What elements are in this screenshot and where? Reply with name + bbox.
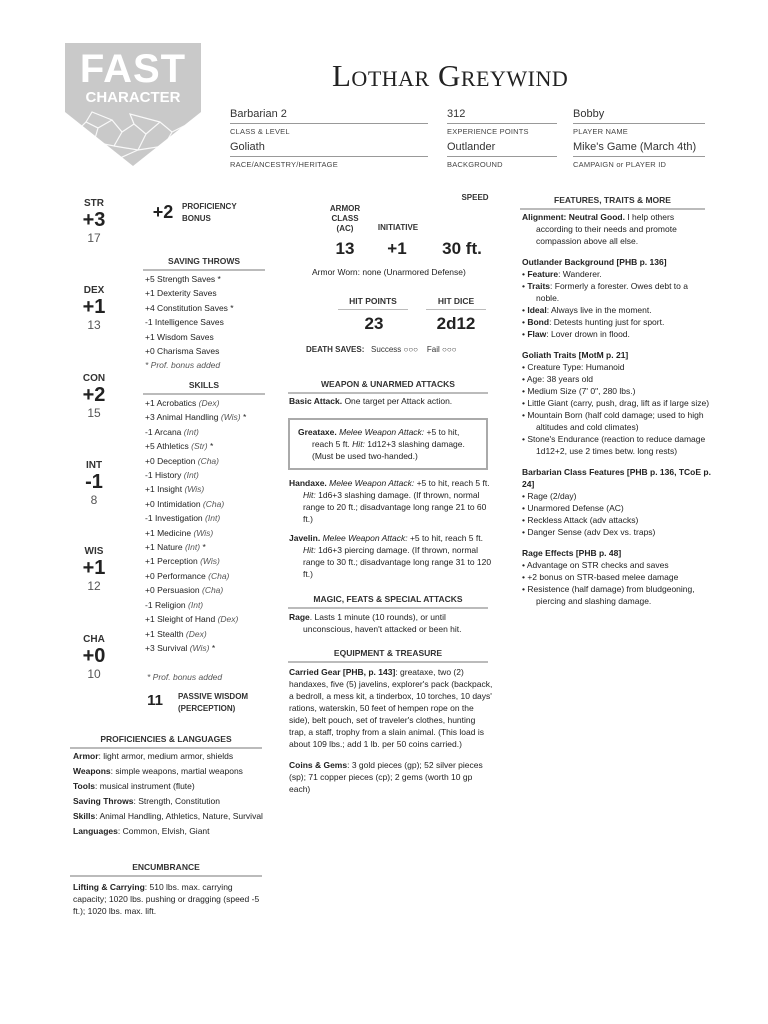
skill-item [145,439,275,453]
skill-item [145,511,275,525]
initiative-value: +1 [387,239,407,258]
passive-wisdom-value: 11 [147,692,163,709]
saving-throws-note: * Prof. bonus added [145,360,221,371]
hit-dice-value: 2d12 [436,314,476,333]
ability-score: 17 [87,231,101,245]
skill-name: History [154,470,182,481]
proficiency-item [73,765,268,777]
greataxe-attack [288,418,488,470]
skill-ability: (Dex) [185,628,207,639]
background-key: Traits [527,281,551,291]
encumbrance-value: : 510 lbs. max. carrying capacity; 1020 lbs. pushing or dragging (speed -5 ft.); 1020 lbs. max. lift. [73,882,260,916]
goliath-trait: • Little Giant (carry, push, drag, lift as if large size) [522,398,710,408]
saving-throw-item: -1 Intelligence Saves [145,317,224,328]
proficiency-item [73,810,268,822]
skill-mod: +3 [145,412,155,423]
barbarian-feature-text: Unarmored Defense (AC) [527,503,624,513]
skill-ability: (Cha) [208,570,230,581]
goliath-trait-text: Stone's Endurance (reaction to reduce damage 1d12+2, use 2 times betw. long rests) [527,434,706,456]
skill-mod: -1 [145,599,153,610]
skill-name: Nature [157,542,183,553]
background-value: : Lover drown in flood. [546,329,630,339]
skill-mod: +1 [145,542,155,553]
saving-throws-header: SAVING THROWS [143,256,265,271]
skill-mod: +1 [145,527,155,538]
javelin-text1: +5 to hit, reach 5 ft. [407,533,483,543]
skill-ability: (Wis) [200,556,220,567]
skill-name: Perception [157,556,198,567]
attacks-header: WEAPON & UNARMED ATTACKS [288,379,488,394]
proficiency-label-2: BONUS [182,214,211,223]
barbarian-feature: • Danger Sense (adv Dex vs. traps) [522,527,656,537]
skill-mod: +3 [145,642,155,653]
skill-name: Insight [157,484,183,495]
skill-ability: (Int) [188,599,204,610]
background-field [447,141,557,169]
ac-label-line: (AC) [336,224,354,233]
encumbrance-header: ENCUMBRANCE [70,862,262,877]
ability-dex [68,285,120,332]
proficiency-key: Weapons [73,766,111,776]
skill-name: Animal Handling [156,412,219,423]
handaxe-text2: 1d6+3 slashing damage. (If thrown, normal range to 20 ft.; disadvantage long range 21 to 60 ft.) [303,490,487,524]
skill-item [145,410,275,424]
armor-class-label [322,204,368,234]
ability-score: 13 [87,318,101,332]
skill-name: Stealth [157,628,184,639]
rage-effects-list [522,559,712,607]
skills-header: SKILLS [143,380,265,395]
goliath-trait: • Medium Size (7' 0", 280 lbs.) [522,386,636,396]
encumbrance-text [73,881,268,917]
skill-mod: +1 [145,398,155,408]
field-label: EXPERIENCE POINTS [447,127,529,136]
skill-mod: +0 [145,455,155,466]
skill-prof-marker: * [210,441,214,452]
ability-name: STR [84,198,104,209]
initiative-label: INITIATIVE [377,223,419,232]
skill-item [145,598,275,612]
skill-item [145,627,275,641]
skill-item [145,583,275,597]
barbarian-feature: • Rage (2/day) [522,491,577,501]
skill-mod: +0 [145,585,155,596]
ability-mod: -1 [85,471,103,493]
proficiency-value: : Animal Handling, Athletics, Nature, Survival [95,811,263,821]
ability-score: 8 [90,493,98,507]
skill-ability: (Int) [183,426,199,437]
skill-prof-marker: * [211,642,216,653]
passive-label-1: PASSIVE WISDOM [178,692,249,701]
skill-ability: (Int) [184,542,201,553]
goliath-trait: • Creature Type: Humanoid [522,362,625,372]
background-title: Outlander Background [PHB p. 136] [522,257,667,267]
rage-effect-text: Advantage on STR checks and saves [526,560,669,570]
ability-int [68,460,120,507]
ability-mod: +1 [82,296,106,318]
field-value: Outlander [447,141,557,157]
handaxe-hit: Hit: [303,490,316,500]
background-key: Feature [527,269,559,279]
skill-ability: (Cha) [197,455,219,466]
proficiency-item [73,780,268,792]
skill-item [145,482,275,496]
ability-mod: +1 [82,557,106,579]
background-list [522,268,712,340]
ability-score: 10 [87,667,101,681]
skill-mod: +1 [145,628,155,639]
proficiency-item [73,795,268,807]
proficiency-value: : musical instrument (flute) [95,781,195,791]
ability-score: 12 [87,579,101,593]
skill-ability: (Wis) [189,642,210,653]
character-name: Lothar Greywind [332,58,569,93]
ability-cha [68,634,120,681]
goliath-trait-text: Creature Type: Humanoid [527,362,625,372]
campaign-field [573,141,705,169]
skill-mod: -1 [145,470,153,481]
rage-text: . Lasts 1 minute (10 rounds), or until unconscious, haven't attacked or been hit. [303,612,462,634]
background-item: • Traits: Formerly a forester. Owes debt to a noble. [522,281,688,303]
rage-effect: • Advantage on STR checks and saves [522,560,669,570]
barbarian-title: Barbarian Class Features [PHB p. 136, TCoE p. 24] [522,467,711,489]
skill-mod: +5 [145,441,155,452]
skill-mod: +1 [145,614,155,625]
skill-ability: (Dex) [217,614,239,625]
javelin-hit: Hit: [303,545,316,555]
basic-attack [289,395,494,407]
race-field [230,141,428,169]
skill-item [145,396,275,410]
proficiency-key: Saving Throws [73,796,134,806]
field-label: BACKGROUND [447,160,503,169]
proficiency-value: : Strength, Constitution [133,796,220,806]
saving-throws-list [145,272,270,373]
skill-mod: -1 [145,513,153,524]
skill-ability: (Wis) [184,484,205,495]
goliath-trait-text: Age: 38 years old [526,374,594,384]
javelin-attack [289,532,494,580]
skill-mod: +0 [145,570,155,581]
logo-line1: FAST [79,47,187,91]
greataxe-name: Greataxe. [298,427,337,437]
javelin-kind: Melee Weapon Attack: [322,533,408,543]
ability-name: CON [82,373,106,384]
proficiency-key: Skills [73,811,96,821]
features-text [522,211,712,607]
barbarian-feature: • Reckless Attack (adv attacks) [522,515,639,525]
skill-ability: (Int) [205,513,221,524]
field-value: Goliath [230,141,428,157]
skill-name: Deception [157,455,196,466]
skill-name: Religion [154,599,186,610]
javelin-text2: 1d6+3 piercing damage. (If thrown, normal range to 30 ft.; disadvantage long range 31 to 120 ft.) [303,545,492,579]
ability-name: DEX [83,285,105,296]
field-label: RACE/ANCESTRY/HERITAGE [230,160,338,169]
ac-label-line: CLASS [331,214,359,223]
skill-mod: -1 [145,426,153,437]
barbarian-feature: • Unarmored Defense (AC) [522,503,624,513]
background-key: Ideal [527,305,547,315]
rage-effect: • Resistence (half damage) from bludgeoning, piercing and slashing damage. [522,584,695,606]
death-saves-success: Success ○○○ [371,345,418,354]
goliath-list [522,361,712,457]
greataxe-hit: Hit: [352,439,365,449]
rage-effect: • +2 bonus on STR-based melee damage [522,572,679,582]
background-key: Bond [527,317,550,327]
magic-header: MAGIC, FEATS & SPECIAL ATTACKS [288,594,488,609]
goliath-trait-text: Little Giant (carry, push, drag, lift as if large size) [527,398,710,408]
death-saves [306,345,457,354]
skill-item [145,526,275,540]
rage-name: Rage [289,612,310,622]
barbarian-feature-text: Danger Sense (adv Dex vs. traps) [527,527,656,537]
goliath-trait: • Stone's Endurance (reaction to reduce damage 1d12+2, use 2 times betw. long rests) [522,434,706,456]
field-label: CAMPAIGN or PLAYER ID [573,160,667,169]
saving-throw-item: +5 Strength Saves * [145,274,221,284]
proficiency-value: : simple weapons, martial weapons [110,766,243,776]
skill-ability: (Int) [183,470,199,481]
passive-label-2: (PERCEPTION) [178,704,236,713]
skill-item [145,554,275,568]
skill-ability: (Wis) [220,412,241,423]
skill-name: Medicine [157,527,192,538]
skill-item [145,641,275,655]
goliath-title: Goliath Traits [MotM p. 21] [522,350,629,360]
saving-throw-item: +1 Wisdom Saves [145,331,214,342]
greataxe-text2: 1d12+3 slashing damage. (Must be used two-handed.) [312,439,465,461]
proficiency-value: : light armor, medium armor, shields [98,751,234,761]
skill-ability: (Wis) [193,527,214,538]
equipment-text [289,666,494,804]
ability-name: CHA [83,634,105,645]
skill-name: Investigation [154,513,203,524]
features-header: FEATURES, TRAITS & MORE [520,195,705,210]
skill-ability: (Cha) [201,585,224,596]
carried-gear-text: : greataxe, two (2) handaxes, five (5) javelins, explorer's pack (backpack, a bedroll, a mess kit, a tinderbox, 10 torches, 10 days' rations, waterskin, 50 feet of hempen rope on the side), belt pouch, set of traveler's clothes, hunting trap, a staff, trophy from a slain animal. (This load is about 109 lbs.; add 1 lb. per 50 coins carried.) [289,667,493,749]
ability-name: WIS [84,546,104,557]
skill-mod: +1 [145,484,155,495]
goliath-trait-text: Medium Size (7' 0", 280 lbs.) [527,386,636,396]
skill-ability: (Str) [191,441,208,452]
skill-item [145,468,275,482]
proficiency-key: Armor [73,751,99,761]
skill-name: Acrobatics [156,398,197,408]
background-value: : Detests hunting just for sport. [549,317,665,327]
handaxe-attack [289,477,494,525]
speed-label: SPEED [461,193,489,202]
proficiencies-list [73,750,268,840]
skill-mod: +0 [145,498,155,509]
greataxe-text1: +5 to hit, reach 5 ft. [312,427,460,449]
death-saves-label: DEATH SAVES: [306,345,365,354]
skill-item [145,612,275,626]
background-value: : Always live in the moment. [546,305,652,315]
background-item: • Flaw: Lover drown in flood. [522,329,630,339]
background-value: : Wanderer. [558,269,602,279]
passive-wisdom-label [178,691,248,715]
saving-throw-item: +4 Constitution Saves * [145,302,234,313]
proficiency-item [73,825,268,837]
skill-item [145,425,275,439]
fast-character-logo [64,42,202,167]
handaxe-kind: Melee Weapon Attack: [329,478,415,488]
greataxe-kind: Melee Weapon Attack: [339,427,425,437]
saving-throw-item: +1 Dexterity Saves [145,288,217,299]
goliath-trait: • Age: 38 years old [522,374,594,384]
skill-ability: (Cha) [202,498,225,509]
speed-value: 30 ft. [442,239,482,258]
proficiencies-header: PROFICIENCIES & LANGUAGES [70,734,262,749]
background-item: • Ideal: Always live in the moment. [522,305,652,315]
player-name-field [573,108,705,136]
coins-label: Coins & Gems [289,760,348,770]
skill-name: Survival [157,642,188,653]
skill-name: Sleight of Hand [157,614,216,625]
barbarian-feature-text: Rage (2/day) [527,491,577,501]
ability-mod: +2 [82,384,106,406]
background-key: Flaw [527,329,547,339]
field-value: Bobby [573,108,705,124]
proficiency-key: Tools [73,781,96,791]
ability-mod: +0 [82,645,106,667]
field-value: Barbarian 2 [230,108,428,124]
field-label: CLASS & LEVEL [230,127,290,136]
rage-effect-text: +2 bonus on STR-based melee damage [527,572,679,582]
skill-item [145,540,275,554]
alignment-text: I help others according to their needs and promote compassion above all else. [536,212,677,246]
armor-worn-text: Armor Worn: none (Unarmored Defense) [312,267,466,277]
proficiency-key: Languages [73,826,118,836]
ability-wis [68,546,120,593]
ac-label-line: ARMOR [329,204,361,213]
ability-str [68,198,120,245]
death-saves-fail: Fail ○○○ [426,345,457,354]
proficiency-label-1: PROFICIENCY [182,202,237,211]
background-value: : Formerly a forester. Owes debt to a noble. [536,281,688,303]
barbarian-feature-text: Reckless Attack (adv attacks) [527,515,639,525]
field-value: Mike's Game (March 4th) [573,141,705,157]
skill-item [145,569,275,583]
field-label: PLAYER NAME [573,127,628,136]
armor-class-value: 13 [335,239,355,258]
barbarian-list [522,490,712,538]
hit-points-value: 23 [364,314,384,333]
ability-con [68,373,120,420]
proficiency-value: : Common, Elvish, Giant [117,826,210,836]
skill-name: Intimidation [157,498,201,509]
goliath-trait-text: Mountain Born (half cold damage; used to high altitudes and cold climates) [527,410,704,432]
class-level-field [230,108,428,136]
experience-field [447,108,557,136]
field-value: 312 [447,108,557,124]
encumbrance-label: Lifting & Carrying [73,882,145,892]
hit-points-label: HIT POINTS [338,296,408,310]
armor-worn [312,267,466,277]
handaxe-name: Handaxe. [289,478,327,488]
javelin-name: Javelin. [289,533,321,543]
skills-note: * Prof. bonus added [147,672,223,682]
skill-name: Performance [157,570,206,581]
skill-ability: (Dex) [198,398,220,408]
skill-prof-marker: * [243,412,247,423]
ability-name: INT [85,460,103,471]
handaxe-text1: +5 to hit, reach 5 ft. [414,478,490,488]
equipment-header: EQUIPMENT & TREASURE [288,648,488,663]
skill-name: Athletics [156,441,189,452]
coins-text: : 3 gold pieces (gp); 52 silver pieces (sp); 71 copper pieces (cp); 2 gems (worth 10 gp each) [289,760,483,794]
proficiency-label [182,201,237,225]
saving-throw-item: +0 Charisma Saves [145,346,220,357]
background-item: • Feature: Wanderer. [522,269,602,279]
rage-effects-title: Rage Effects [PHB p. 48] [522,548,622,558]
logo-line2: CHARACTER [85,89,181,106]
rage-feature [289,611,494,635]
background-item: • Bond: Detests hunting just for sport. [522,317,665,327]
alignment-label: Alignment: Neutral Good. [522,212,625,222]
skill-prof-marker: * [202,542,206,553]
basic-attack-name: Basic Attack. [289,396,343,406]
carried-gear-label: Carried Gear [PHB, p. 143] [289,667,396,677]
basic-attack-text: One target per Attack action. [342,396,453,406]
proficiency-item [73,750,268,762]
ability-mod: +3 [82,209,106,231]
goliath-trait: • Mountain Born (half cold damage; used to high altitudes and cold climates) [522,410,704,432]
rage-effect-text: Resistence (half damage) from bludgeoning, piercing and slashing damage. [527,584,695,606]
skill-name: Persuasion [157,585,200,596]
skill-mod: +1 [145,556,155,567]
skill-item [145,497,275,511]
skill-item [145,454,275,468]
proficiency-value: +2 [152,202,174,222]
hit-dice-label: HIT DICE [426,296,486,310]
ability-score: 15 [87,406,101,420]
skills-list [145,396,275,655]
skill-name: Arcana [154,426,182,437]
